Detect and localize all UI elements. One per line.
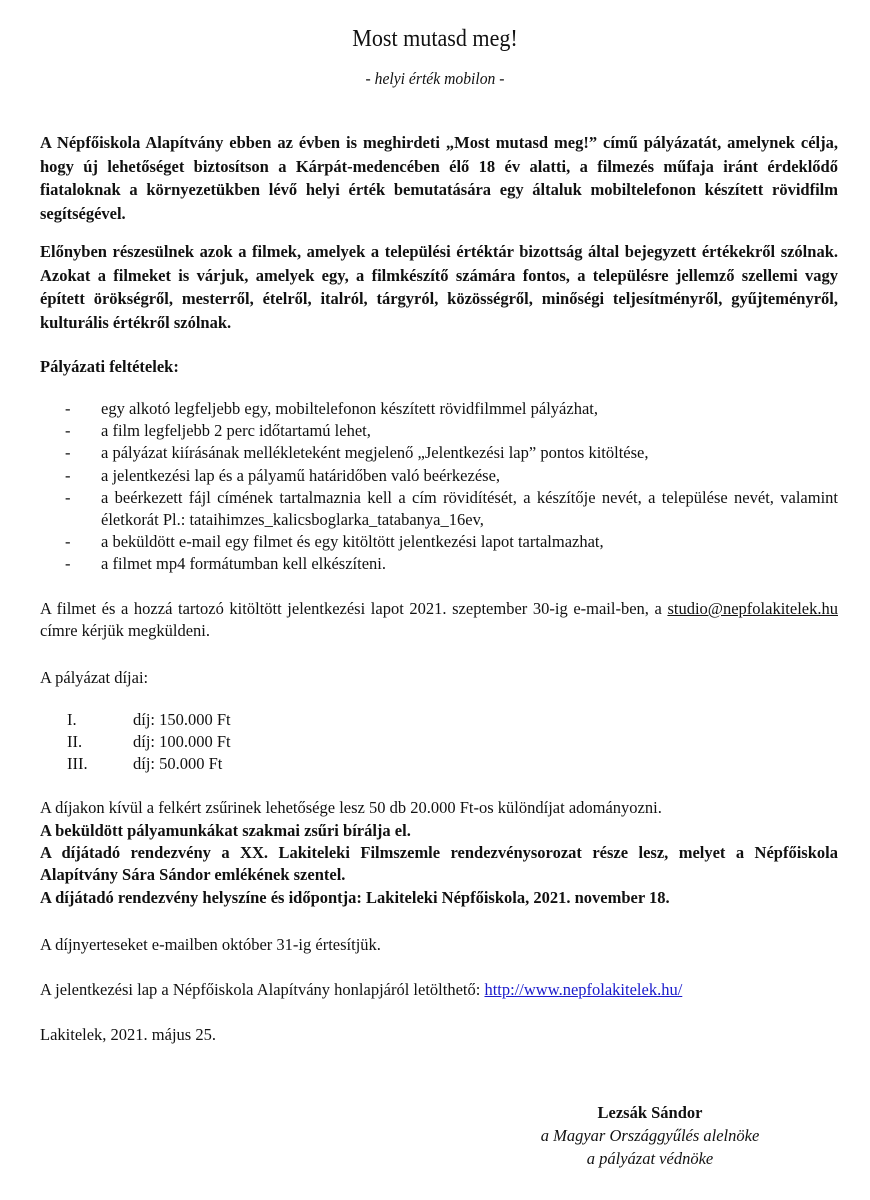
condition-item	[40, 420, 838, 442]
prize-amount: díj: 50.000 Ft	[133, 754, 223, 773]
prize-rank: III.	[67, 754, 88, 773]
bullet-dash: -	[65, 532, 71, 552]
condition-text: a beküldött e-mail egy filmet és egy kitöltött jelentkezési lapot tartalmazhat,	[101, 532, 604, 552]
condition-item	[40, 398, 838, 420]
download-text: A jelentkezési lap a Népfőiskola Alapítvány honlapjáról letölthető:	[40, 980, 485, 999]
prize-amount: díj: 100.000 Ft	[133, 732, 231, 751]
intro-paragraph: A Népfőiskola Alapítvány ebben az évben is meghirdeti „Most mutasd meg!” című pályázatát, amelynek célja, hogy új lehetőséget biztosítson a Kárpát-medencében élő 18 év alatti, a filmezés műfaja iránt érdeklődő fiataloknak a környezetükben lévő helyi érték bemutatására egy általuk mobiltelefonon készített rövidfilm segítségével.	[40, 133, 838, 223]
signature-block	[470, 1101, 830, 1170]
preference-paragraph: Előnyben részesülnek azok a filmek, amelyek a települési értéktár bizottság által bejegyzett értékekről szólnak. Azokat a filmeket is várjuk, amelyek egy, a filmkészítő számára fontos, a településre jellemző szellemi vagy épített örökségről, mesterről, ételről, italról, tárgyról, közösségről, minőségi teljesítményről, gyűjteményről, kulturális értékről szólnak.	[40, 242, 838, 332]
prize-amount: díj: 150.000 Ft	[133, 710, 231, 729]
prize-row	[67, 731, 231, 753]
download-paragraph	[40, 979, 838, 1001]
condition-item	[40, 465, 838, 487]
prize-rank: II.	[67, 732, 83, 751]
condition-text: a beérkezett fájl címének tartalmaznia kell a cím rövidítését, a készítője nevét, a települése nevét, valamint életkorát Pl.: tataihimzes_kalicsboglarka_tatabanya_16ev,	[101, 487, 838, 530]
condition-item	[40, 442, 838, 464]
submission-text: A filmet és a hozzá tartozó kitöltött jelentkezési lapot 2021. szeptember 30-ig e-mail-ben, a	[40, 599, 668, 618]
conditions-list	[40, 398, 838, 576]
email-link[interactable]: studio@nepfolakitelek.hu	[667, 599, 838, 618]
bullet-dash: -	[65, 487, 71, 507]
notify-text: A díjnyerteseket e-mailben október 31-ig értesítjük.	[40, 935, 381, 954]
condition-text: egy alkotó legfeljebb egy, mobiltelefonon készített rövidfilmmel pályázhat,	[101, 399, 598, 418]
conditions-heading: Pályázati feltételek:	[40, 357, 179, 376]
submission-paragraph	[40, 598, 838, 642]
special-prize-text: A díjakon kívül a felkért zsűrinek lehetősége lesz 50 db 20.000 Ft-os különdíjat adományozni.	[40, 798, 662, 817]
signatory-patron: a pályázat védnöke	[586, 1149, 714, 1168]
prize-rank: I.	[67, 710, 77, 729]
place-date: Lakitelek, 2021. május 25.	[40, 1025, 216, 1044]
bullet-dash: -	[65, 399, 71, 418]
bullet-dash: -	[65, 465, 71, 485]
signatory-name: Lezsák Sándor	[597, 1103, 703, 1122]
prizes-heading: A pályázat díjai:	[40, 668, 149, 687]
prize-row	[67, 753, 231, 775]
condition-text: a filmet mp4 formátumban kell elkészíteni.	[101, 554, 386, 574]
condition-text: a pályázat kiírásának mellékleteként megjelenő „Jelentkezési lap” pontos kitöltése,	[101, 443, 649, 463]
document-subtitle: - helyi érték mobilon -	[365, 69, 505, 88]
prizes-table	[67, 709, 231, 775]
bullet-dash: -	[65, 554, 71, 574]
website-link[interactable]: http://www.nepfolakitelek.hu/	[484, 980, 683, 999]
signatory-role: a Magyar Országgyűlés alelnöke	[540, 1126, 760, 1145]
submission-text-end: címre kérjük megküldeni.	[40, 621, 210, 640]
prize-row	[67, 709, 231, 731]
ceremony-text: A díjátadó rendezvény a XX. Lakiteleki Filmszemle rendezvénysorozat része lesz, melyet a Népfőiskola Alapítvány Sára Sándor emlékének szentel.	[40, 843, 838, 884]
condition-item	[40, 487, 838, 531]
venue-text: A díjátadó rendezvény helyszíne és időpontja: Lakiteleki Népfőiskola, 2021. november 18.	[40, 888, 670, 907]
condition-item	[40, 553, 838, 575]
bullet-dash: -	[65, 421, 71, 441]
condition-item	[40, 531, 838, 553]
condition-text: a film legfeljebb 2 perc időtartamú lehet,	[101, 421, 371, 441]
bullet-dash: -	[65, 443, 71, 463]
jury-text: A beküldött pályamunkákat szakmai zsűri bírálja el.	[40, 821, 411, 840]
document-title: Most mutasd meg!	[352, 26, 518, 52]
condition-text: a jelentkezési lap és a pályamű határidőben való beérkezése,	[101, 465, 501, 485]
